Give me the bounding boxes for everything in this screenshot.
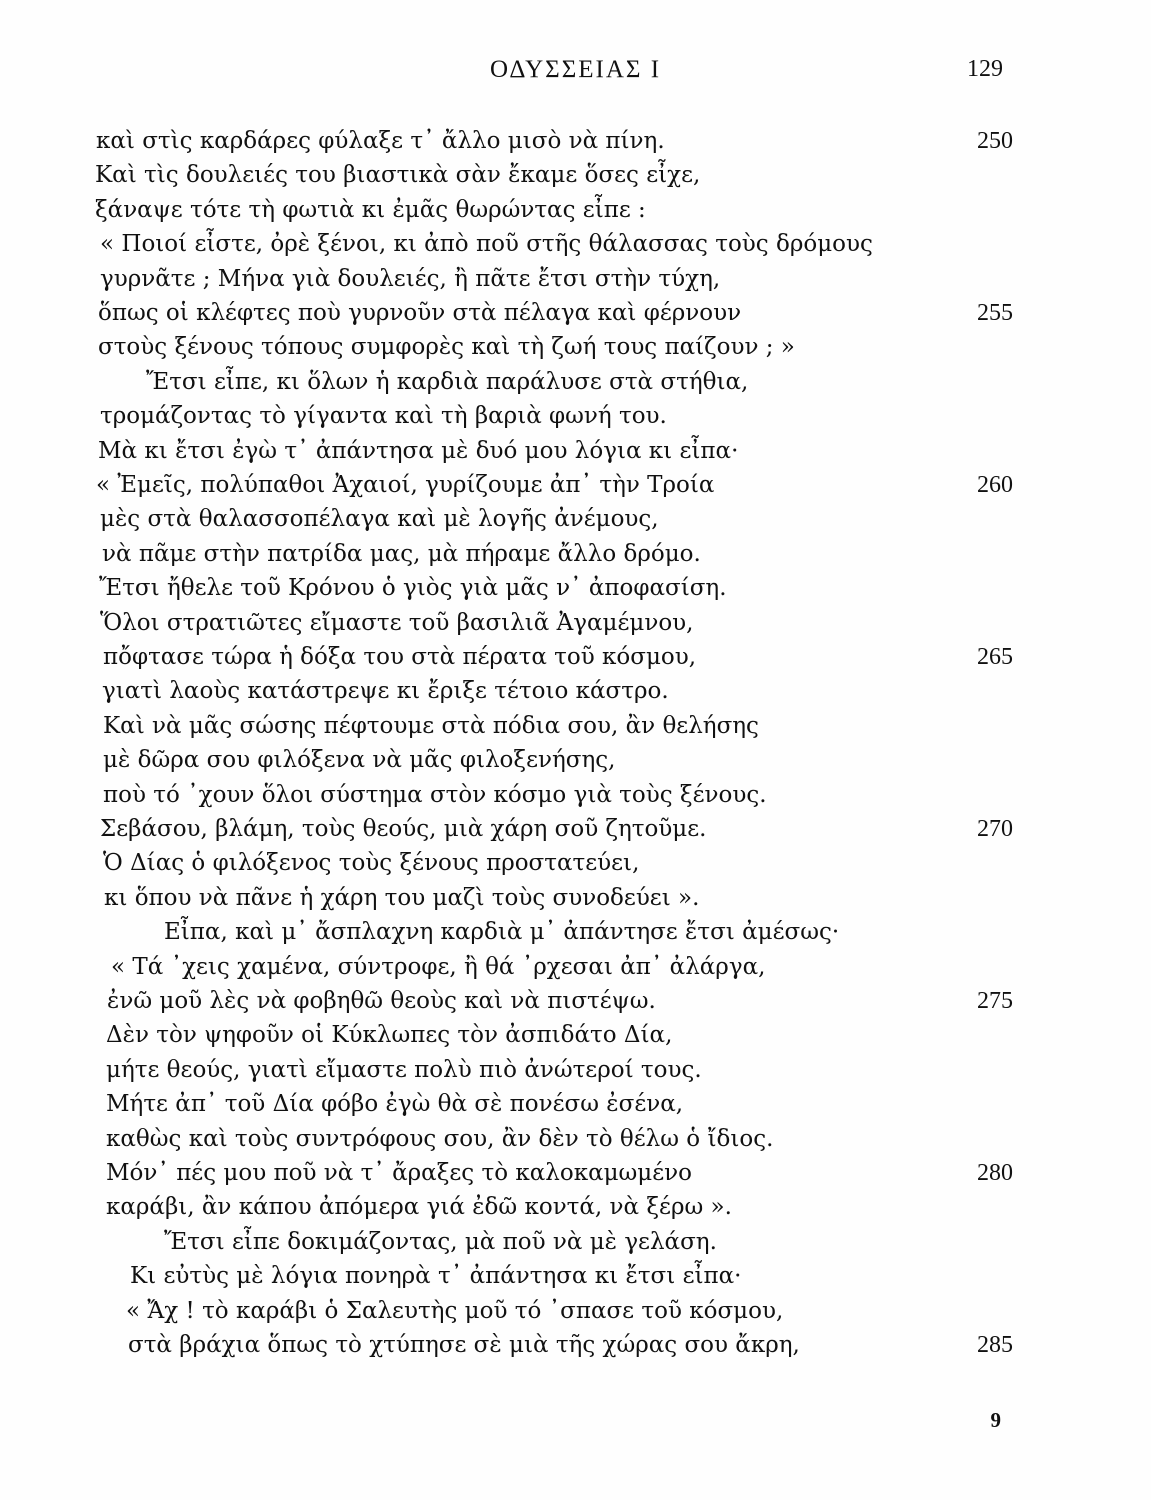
verse-text: στοὺς ξένους τόπους συμφορὲς καὶ τὴ ζωή τους παίζουν ; » bbox=[98, 334, 795, 360]
verse-line bbox=[0, 916, 1151, 949]
verse-line bbox=[0, 1329, 1151, 1362]
verse-line bbox=[0, 710, 1151, 743]
verse-text: καὶ στὶς καρδάρες φύλαξε τ᾽ ἄλλο μισὸ νὰ πίνη. bbox=[96, 128, 665, 154]
verse-text: μὲ δῶρα σου φιλόξενα νὰ μᾶς φιλοξενήσης, bbox=[103, 747, 616, 773]
verse-text: « Ἐμεῖς, πολύπαθοι Ἀχαιοί, γυρίζουμε ἀπ᾽ τὴν Τροία bbox=[96, 472, 715, 498]
line-number: 265 bbox=[977, 644, 1013, 670]
verse-line bbox=[0, 159, 1151, 192]
verse-line bbox=[0, 331, 1151, 364]
line-number: 285 bbox=[977, 1332, 1013, 1358]
verse-text: Μήτε ἀπ᾽ τοῦ Δία φόβο ἐγὼ θὰ σὲ πονέσω ἐσένα, bbox=[106, 1091, 684, 1117]
verse-text: « Ἄχ ! τὸ καράβι ὁ Σαλευτὴς μοῦ τό ᾽σπασε τοῦ κόσμου, bbox=[126, 1298, 784, 1324]
verse-text: Καὶ νὰ μᾶς σώσης πέφτουμε στὰ πόδια σου, ἂν θελήσης bbox=[103, 713, 759, 739]
verse-line bbox=[0, 744, 1151, 777]
verse-line bbox=[0, 572, 1151, 605]
verse-text: Ἔτσι εἶπε δοκιμάζοντας, μὰ ποῦ νὰ μὲ γελάση. bbox=[164, 1229, 717, 1255]
verse-line bbox=[0, 469, 1151, 502]
verse-line bbox=[0, 1054, 1151, 1087]
verse-line bbox=[0, 641, 1151, 674]
verse-line bbox=[0, 366, 1151, 399]
verse-text: μὲς στὰ θαλασσοπέλαγα καὶ μὲ λογῆς ἀνέμους, bbox=[100, 506, 659, 532]
line-number: 255 bbox=[977, 300, 1013, 326]
verse-text: κι ὅπου νὰ πᾶνε ἡ χάρη του μαζὶ τοὺς συνοδεύει ». bbox=[104, 885, 700, 911]
verse-line bbox=[0, 882, 1151, 915]
running-title: ΟΔΥΣΣΕΙΑΣ Ι bbox=[489, 56, 662, 83]
verse-line bbox=[0, 435, 1151, 468]
verse-text: Μόν᾽ πές μου ποῦ νὰ τ᾽ ἄραξες τὸ καλοκαμωμένο bbox=[106, 1160, 692, 1186]
line-number: 275 bbox=[977, 988, 1013, 1014]
verse-text: γιατὶ λαοὺς κατάστρεψε κι ἔριξε τέτοιο κάστρο. bbox=[102, 678, 669, 704]
line-number: 270 bbox=[977, 816, 1013, 842]
verse-line bbox=[0, 675, 1151, 708]
verse-line bbox=[0, 297, 1151, 330]
verse-line bbox=[0, 847, 1151, 880]
verse-text: καράβι, ἂν κάπου ἀπόμερα γιά ἐδῶ κοντά, νὰ ξέρω ». bbox=[106, 1194, 732, 1220]
verse-line bbox=[0, 813, 1151, 846]
line-number: 280 bbox=[977, 1160, 1013, 1186]
verse-text: Ἔτσι ἤθελε τοῦ Κρόνου ὁ γιὸς γιὰ μᾶς ν᾽ ἀποφασίση. bbox=[99, 575, 727, 601]
signature-mark: 9 bbox=[990, 1408, 1001, 1432]
verse-text: Εἶπα, καὶ μ᾽ ἄσπλαχνη καρδιὰ μ᾽ ἀπάντησε ἔτσι ἀμέσως· bbox=[164, 919, 840, 945]
verse-text: Ὅλοι στρατιῶτες εἴμαστε τοῦ βασιλιᾶ Ἀγαμέμνου, bbox=[100, 610, 694, 636]
verse-text: Ἔτσι εἶπε, κι ὅλων ἡ καρδιὰ παράλυσε στὰ στήθια, bbox=[146, 369, 749, 395]
verse-text: Κι εὐτὺς μὲ λόγια πονηρὰ τ᾽ ἀπάντησα κι ἔτσι εἶπα· bbox=[130, 1263, 742, 1289]
verse-text: Μὰ κι ἔτσι ἐγὼ τ᾽ ἀπάντησα μὲ δυό μου λόγια κι εἶπα· bbox=[98, 438, 739, 464]
verse-line bbox=[0, 951, 1151, 984]
verse-text: Ὁ Δίας ὁ φιλόξενος τοὺς ξένους προστατεύει, bbox=[103, 850, 640, 876]
verse-line bbox=[0, 400, 1151, 433]
page-number: 129 bbox=[967, 56, 1003, 82]
verse-text: ἐνῶ μοῦ λὲς νὰ φοβηθῶ θεοὺς καὶ νὰ πιστέψω. bbox=[107, 988, 656, 1014]
verse-text: τρομάζοντας τὸ γίγαντα καὶ τὴ βαριὰ φωνή του. bbox=[100, 403, 667, 429]
verse-text: ξάναψε τότε τὴ φωτιὰ κι ἐμᾶς θωρώντας εἶπε : bbox=[95, 197, 646, 223]
verse-line bbox=[0, 779, 1151, 812]
verse-text: « Ποιοί εἶστε, ὀρὲ ξένοι, κι ἀπὸ ποῦ στῆς θάλασσας τοὺς δρόμους bbox=[100, 231, 873, 257]
verse-line bbox=[0, 607, 1151, 640]
verse-text: στὰ βράχια ὅπως τὸ χτύπησε σὲ μιὰ τῆς χώρας σου ἄκρη, bbox=[128, 1332, 800, 1358]
verse-line bbox=[0, 1019, 1151, 1052]
verse-line bbox=[0, 1260, 1151, 1293]
verse-text: Καὶ τὶς δουλειές του βιαστικὰ σὰν ἔκαμε ὅσες εἶχε, bbox=[95, 162, 701, 188]
line-number: 260 bbox=[977, 472, 1013, 498]
verse-line bbox=[0, 1226, 1151, 1259]
verse-text: πὄφτασε τώρα ἡ δόξα του στὰ πέρατα τοῦ κόσμου, bbox=[103, 644, 697, 670]
line-number: 250 bbox=[977, 128, 1013, 154]
verse-line bbox=[0, 1191, 1151, 1224]
verse-text: γυρνᾶτε ; Μήνα γιὰ δουλειές, ἢ πᾶτε ἔτσι στὴν τύχη, bbox=[100, 266, 721, 292]
verse-line bbox=[0, 194, 1151, 227]
verse-text: Δὲν τὸν ψηφοῦν οἱ Κύκλωπες τὸν ἀσπιδάτο Δία, bbox=[106, 1022, 673, 1048]
verse-text: « Τά ᾽χεις χαμένα, σύντροφε, ἢ θά ᾽ρχεσαι ἀπ᾽ ἀλάργα, bbox=[111, 954, 766, 980]
verse-line bbox=[0, 1088, 1151, 1121]
verse-text: ποὺ τό ᾽χουν ὅλοι σύστημα στὸν κόσμο γιὰ τοὺς ξένους. bbox=[103, 782, 767, 808]
verse-line bbox=[0, 263, 1151, 296]
verse-text: μήτε θεούς, γιατὶ εἴμαστε πολὺ πιὸ ἀνώτεροί τους. bbox=[106, 1057, 702, 1083]
verse-text: ὅπως οἱ κλέφτες ποὺ γυρνοῦν στὰ πέλαγα καὶ φέρνουν bbox=[98, 300, 742, 326]
verse-text: Σεβάσου, βλάμη, τοὺς θεούς, μιὰ χάρη σοῦ ζητοῦμε. bbox=[100, 816, 707, 842]
verse-line bbox=[0, 1295, 1151, 1328]
verse-line bbox=[0, 503, 1151, 536]
verse-line bbox=[0, 1123, 1151, 1156]
verse-line bbox=[0, 125, 1151, 158]
verse-line bbox=[0, 1157, 1151, 1190]
verse-text: καθὼς καὶ τοὺς συντρόφους σου, ἂν δὲν τὸ θέλω ὁ ἴδιος. bbox=[106, 1126, 774, 1152]
verse-line bbox=[0, 538, 1151, 571]
verse-line bbox=[0, 228, 1151, 261]
verse-line bbox=[0, 985, 1151, 1018]
verse-text: νὰ πᾶμε στὴν πατρίδα μας, μὰ πήραμε ἄλλο δρόμο. bbox=[102, 541, 701, 567]
